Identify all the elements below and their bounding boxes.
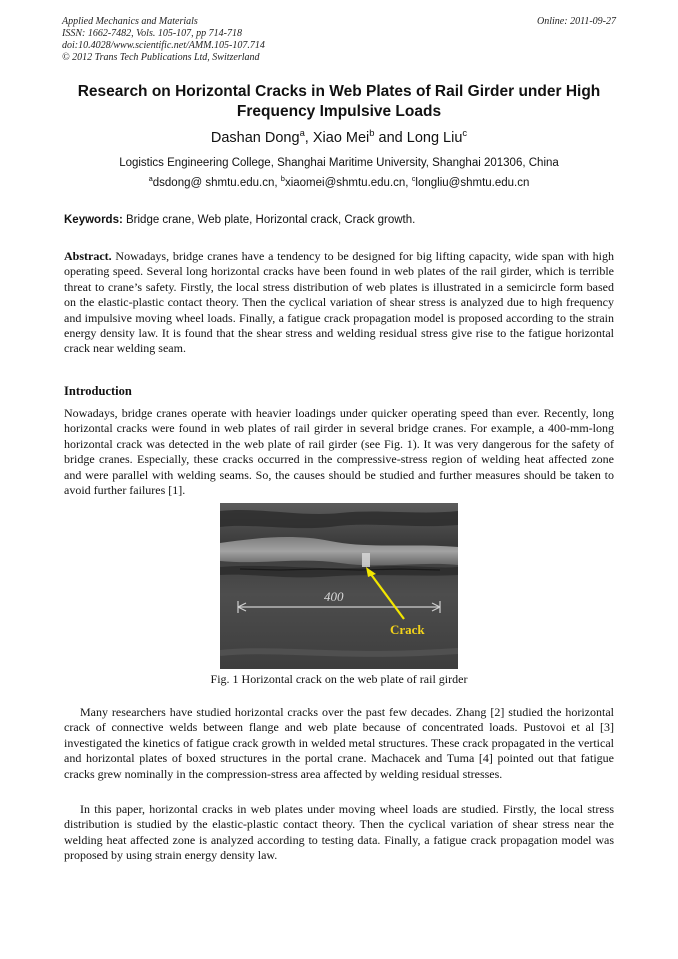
author-name: Xiao Mei — [312, 130, 370, 146]
keywords-text: Bridge crane, Web plate, Horizontal crack, Crack growth. — [122, 214, 416, 226]
weld-reflection — [362, 553, 370, 567]
online-date: Online: 2011-09-27 — [537, 16, 616, 27]
abstract-label: Abstract. — [64, 249, 112, 263]
email-superscript: c — [411, 174, 416, 184]
figure-crack-photo — [220, 503, 458, 669]
figure-caption: Fig. 1 Horizontal crack on the web plate of rail girder — [210, 672, 468, 686]
email-address: xiaomei@shmtu.edu.cn, — [284, 177, 412, 189]
email-superscript: b — [280, 174, 285, 184]
doi-line: doi:10.4028/www.scientific.net/AMM.105-107.714 — [62, 40, 265, 51]
introduction-paragraph-1: Nowadays, bridge cranes operate with heavier loadings under quicker operating speed than ever. Recently, long horizontal cracks were found in web plates of rail girder in several bridge cranes. For example, a 400-mm-long horizontal crack was detected in the web plate of rail girder (see Fig. 1). It was very dangerous for the safety of bridge cranes. Especially, these cracks occurred in the compressive-stress region of welding heat affected zone and were parallel with welding seams. So, the causes should be studied and further measures should be taken to avoid further failures [1]. — [64, 406, 614, 498]
horizontal-crack-line — [240, 569, 440, 570]
keywords-label: Keywords: — [64, 214, 123, 226]
author-conjunction: and — [374, 130, 407, 146]
author-superscript: c — [462, 127, 468, 139]
photo-background — [220, 503, 458, 669]
introduction-paragraph-3: In this paper, horizontal cracks in web plates under moving wheel loads are studied. Firstly, the local stress distribution is studied by the elastic-plastic contact theory. Then the cyclical variation of shear stress near the welding heat affected zone is analyzed according to testing data. Finally, a fatigue crack propagation model was proposed by using strain energy density law. — [64, 802, 614, 863]
email-address: dsdong@ shmtu.edu.cn, — [152, 177, 281, 189]
crack-label: Crack — [390, 622, 425, 637]
email-list — [60, 174, 618, 189]
paper-title: Research on Horizontal Cracks in Web Plates of Rail Girder under High Frequency Impulsive Loads — [77, 83, 601, 120]
keywords — [64, 214, 616, 226]
author-superscript: a — [299, 127, 305, 139]
journal-name: Applied Mechanics and Materials — [62, 16, 198, 27]
abstract-text: Nowadays, bridge cranes have a tendency to be designed for big lifting capacity, wide span with high operating speed. Several long horizontal cracks have been found in web plates of the rail girder, which is terrible threat to crane’s safety. Firstly, the local stress distribution of web plates is illustrated in a semicircle form based on the elastic-plastic contact theory. Then the cyclical variation of shear stress is analyzed due to high frequency and impulsive moving wheel loads. Finally, a fatigue crack propagation model is proposed according to the strain energy density law. It is found that the shear stress and welding residual stress give rise to the fatigue horizontal crack near welding seam. — [64, 249, 614, 356]
abstract — [64, 249, 614, 357]
journal-header — [62, 16, 265, 64]
issn-line: ISSN: 1662-7482, Vols. 105-107, pp 714-718 — [62, 28, 242, 39]
author-superscript: b — [369, 127, 375, 139]
section-heading-introduction: Introduction — [64, 384, 132, 398]
author-separator: , — [304, 130, 313, 146]
author-list — [60, 127, 618, 146]
lower-texture — [220, 651, 458, 654]
copyright-line: © 2012 Trans Tech Publications Ltd, Switzerland — [62, 52, 260, 63]
author-name: Dashan Dong — [210, 130, 300, 146]
affiliation: Logistics Engineering College, Shanghai Maritime University, Shanghai 201306, China — [119, 157, 559, 169]
crack-photo-illustration — [220, 503, 458, 669]
chalk-400-label: 400 — [324, 589, 344, 604]
email-superscript: a — [148, 174, 153, 184]
email-address: longliu@shmtu.edu.cn — [415, 177, 530, 189]
author-name: Long Liu — [406, 130, 463, 146]
introduction-paragraph-2: Many researchers have studied horizontal cracks over the past few decades. Zhang [2] studied the horizontal crack of connective welds between flange and web plate because of concentrated loads. Pustovoi et al [3] investigated the kinetics of fatigue crack growth in welded metal structures. These crack propagated in the vertical and horizontal plates of boxed structures in the portal crane. Machacek and Tuma [4] pointed out that fatigue cracks grew nominally in the compression-stress area affected by welding residual stresses. — [64, 705, 614, 781]
